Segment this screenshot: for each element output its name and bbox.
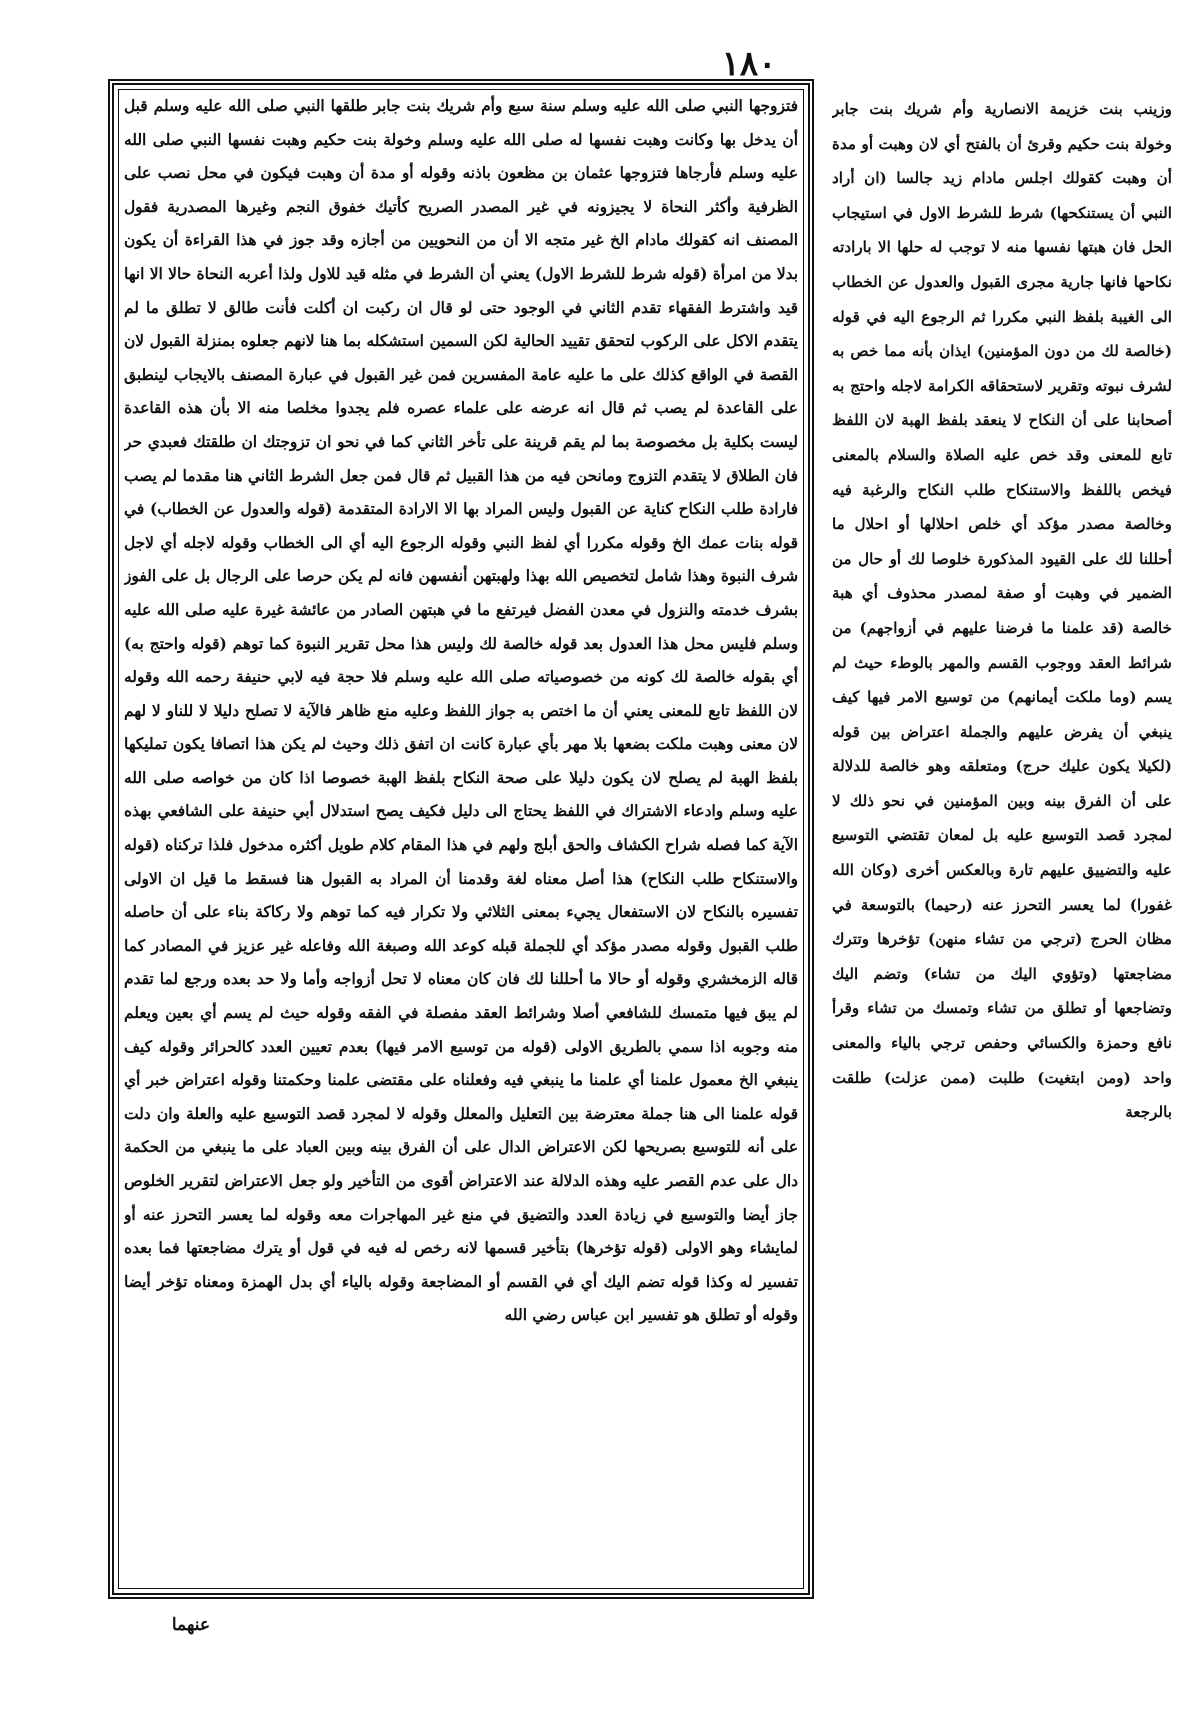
margin-gloss-text: وزينب بنت خزيمة الانصارية وأم شريك بنت جابر وخولة بنت حكيم وقرئ أن بالفتح أي لان وهبت أو مدة أن وهبت كقولك اجلس مادام زيد جالسا (ان أراد النبي أن يستنكحها) شرط للشرط الاول في استيجاب الحل فان هبتها نفسها منه لا توجب له حلها الا بارادته نكاحها فانها جارية مجرى القبول والعدول عن الخطاب الى الغيبة بلفظ النبي مكررا ثم الرجوع اليه في قوله (خالصة لك من دون المؤمنين) ايذان بأنه مما خص به لشرف نبوته وتقرير لاستحقاقه الكرامة لاجله واحتج به أصحابنا على أن النكاح لا ينعقد بلفظ الهبة لان اللفظ تابع للمعنى وقد خص عليه الصلاة والسلام بالمعنى فيخص باللفظ والاستنكاح طلب النكاح والرغبة فيه وخالصة مصدر مؤكد أي خلص احلالها أو احلال ما أحللنا لك على القيود المذكورة خلوصا لك أو حال من الضمير في وهبت أو صفة لمصدر محذوف أي هبة خالصة (قد علمنا ما فرضنا عليهم في أزواجهم) من شرائط العقد ووجوب القسم والمهر بالوطء حيث لم يسم (وما ملكت أيمانهم) من توسيع الامر فيها كيف ينبغي أن يفرض عليهم والجملة اعتراض بين قوله (لكيلا يكون عليك حرج) ومتعلقه وهو خالصة للدلالة على أن الفرق بينه وبين المؤمنين في نحو ذلك لا لمجرد قصد التوسيع عليه بل لمعان تقتضي التوسيع عليه والتضييق عليهم تارة وبالعكس أخرى (وكان الله غفورا) لما يعسر التحرز عنه (رحيما) بالتوسعة في مظان الحرج (ترجي من تشاء منهن) تؤخرها وتترك مضاجعتها (وتؤوي اليك من تشاء) وتضم اليك وتضاجعها أو تطلق من تشاء وتمسك من تشاء وقرأ نافع وحمزة والكسائي وحفص ترجي بالياء والمعنى واحد (ومن ابتغيت) طلبت (ممن عزلت) طلقت بالرجعة <box>832 100 1172 1122</box>
margin-gloss-column <box>832 92 1172 1342</box>
main-commentary-text: فتزوجها النبي صلى الله عليه وسلم سنة سبع وأم شريك بنت جابر طلقها النبي صلى الله عليه وسلم قبل أن يدخل بها وكانت وهبت نفسها له صلى الله عليه وسلم وخولة بنت حكيم وهبت نفسها النبي صلى الله عليه وسلم فأرجاها فتزوجها عثمان بن مظعون باذنه وقوله أو مدة أن وهبت فيكون في محل نصب على الظرفية وأكثر النحاة لا يجيزونه في غير المصدر الصريح كأتيك خفوق النجم وغيرها المصدرية فقول المصنف انه كقولك مادام الخ غير متجه الا أن من النحويين من أجازه وقد جوز في هذا القراءة أن يكون بدلا من امرأة (قوله شرط للشرط الاول) يعني أن الشرط في مثله قيد للاول ولذا أعربه النحاة حالا الا انها قيد واشترط الفقهاء تقدم الثاني في الوجود حتى لو قال ان ركبت ان أكلت فأنت طالق لا تطلق ما لم يتقدم الاكل على الركوب لتحقق تقييد الحالية لكن السمين استشكله بما هنا لانهم جعلوه بمنزلة القبول لان القصة في الواقع كذلك على ما عليه عامة المفسرين فمن غير القبول في عبارة المصنف بالايجاب لينطبق على القاعدة لم يصب ثم قال انه عرضه على علماء عصره فلم يجدوا مخلصا منه الا بأن هذه القاعدة ليست بكلية بل مخصوصة بما لم يقم قرينة على تأخر الثاني كما في نحو ان تزوجتك ان طلقتك فعبدي حر فان الطلاق لا يتقدم التزوج ومانحن فيه من هذا القبيل ثم قال فمن جعل الشرط الثاني هنا مقدما لم يصب فارادة طلب النكاح كناية عن القبول وليس المراد بها الا الارادة المتقدمة (قوله والعدول عن الخطاب) في قوله بنات عمك الخ وقوله مكررا أي لفظ النبي وقوله الرجوع اليه أي الى الخطاب وقوله لاجله أي لاجل شرف النبوة وهذا شامل لتخصيص الله بهذا ولهبتهن أنفسهن فانه لم يكن حرصا على الرجال بل على الفوز بشرف خدمته والنزول في معدن الفضل فيرتفع ما في هبتهن الصادر من عائشة غيرة عليه صلى الله عليه وسلم فليس محل هذا العدول بعد قوله خالصة لك وليس هذا محل تقرير النبوة كما توهم (قوله واحتج به) أي بقوله خالصة لك كونه من خصوصياته صلى الله عليه وسلم فلا حجة فيه لابي حنيفة رحمه الله وقوله لان اللفظ تابع للمعنى يعني أن ما اختص به جواز اللفظ وعليه منع ظاهر فالآية لا تصلح دليلا لا للناو لا لهم لان معنى وهبت ملكت بضعها بلا مهر بأي عبارة كانت ان اتفق ذلك وحيث لم يكن هذا اتصافا يكون تمليكها بلفظ الهبة لم يصلح لان يكون دليلا على صحة النكاح بلفظ الهبة خصوصا اذا كان من خواصه صلى الله عليه وسلم وادعاء الاشتراك في اللفظ يحتاج الى دليل فكيف يصح استدلال أبي حنيفة على الشافعي بهذه الآية كما فصله شراح الكشاف والحق أبلج ولهم في هذا المقام كلام طويل أكثره مدخول فلذا تركناه (قوله والاستنكاح طلب النكاح) هذا أصل معناه لغة وقدمنا أن المراد به القبول هنا فسقط ما قيل ان الاولى تفسيره بالنكاح لان الاستفعال يجيء بمعنى الثلاثي ولا تكرار فيه كما توهم ولا ركاكة بناء على أن حاصله طلب القبول وقوله مصدر مؤكد أي للجملة قبله كوعد الله وصبغة الله وفاعله غير عزيز في المصادر كما قاله الزمخشري وقوله أو حالا ما أحللنا لك فان كان معناه لا تحل أزواجه وأما ولا حد بعده ورجع لما تقدم لم يبق فيها متمسك للشافعي أصلا وشرائط العقد مفصلة في الفقه وقوله حيث لم يسم أي بعين ويعلم منه وجوبه اذا سمي بالطريق الاولى (قوله من توسيع الامر فيها) بعدم تعيين العدد كالحرائر وقوله كيف ينبغي الخ معمول علمنا أي علمنا ما ينبغي فيه وفعلناه على مقتضى علمنا وحكمتنا وقوله اعتراض خبر أي قوله علمنا الى هنا جملة معترضة بين التعليل والمعلل وقوله لا لمجرد قصد التوسيع عليه والعلة وان دلت على أنه للتوسيع بصريحها لكن الاعتراض الدال على أن الفرق بينه وبين العباد على ما ينبغي من الحكمة دال على عدم القصر عليه وهذه الدلالة عند الاعتراض أقوى من التأخير ولو جعل الاعتراض لتقرير الخلوص جاز أيضا والتوسيع في زيادة العدد والتضيق في منع غير المهاجرات معه وقوله لما يعسر التحرز عنه أو لمايشاء وهو الاولى (قوله تؤخرها) بتأخير قسمها لانه رخص له فيه في قول أو يترك مضاجعتها فما بعده تفسير له وكذا قوله تضم اليك أي في القسم أو المضاجعة وقوله بالياء أي بدل الهمزة ومعناه تؤخر أيضا وقوله أو تطلق هو تفسير ابن عباس رضي الله <box>124 97 798 1325</box>
page-number: ١٨٠ <box>721 44 777 84</box>
commentary-main-column <box>124 90 798 1590</box>
catchword: عنهما <box>171 1615 210 1635</box>
